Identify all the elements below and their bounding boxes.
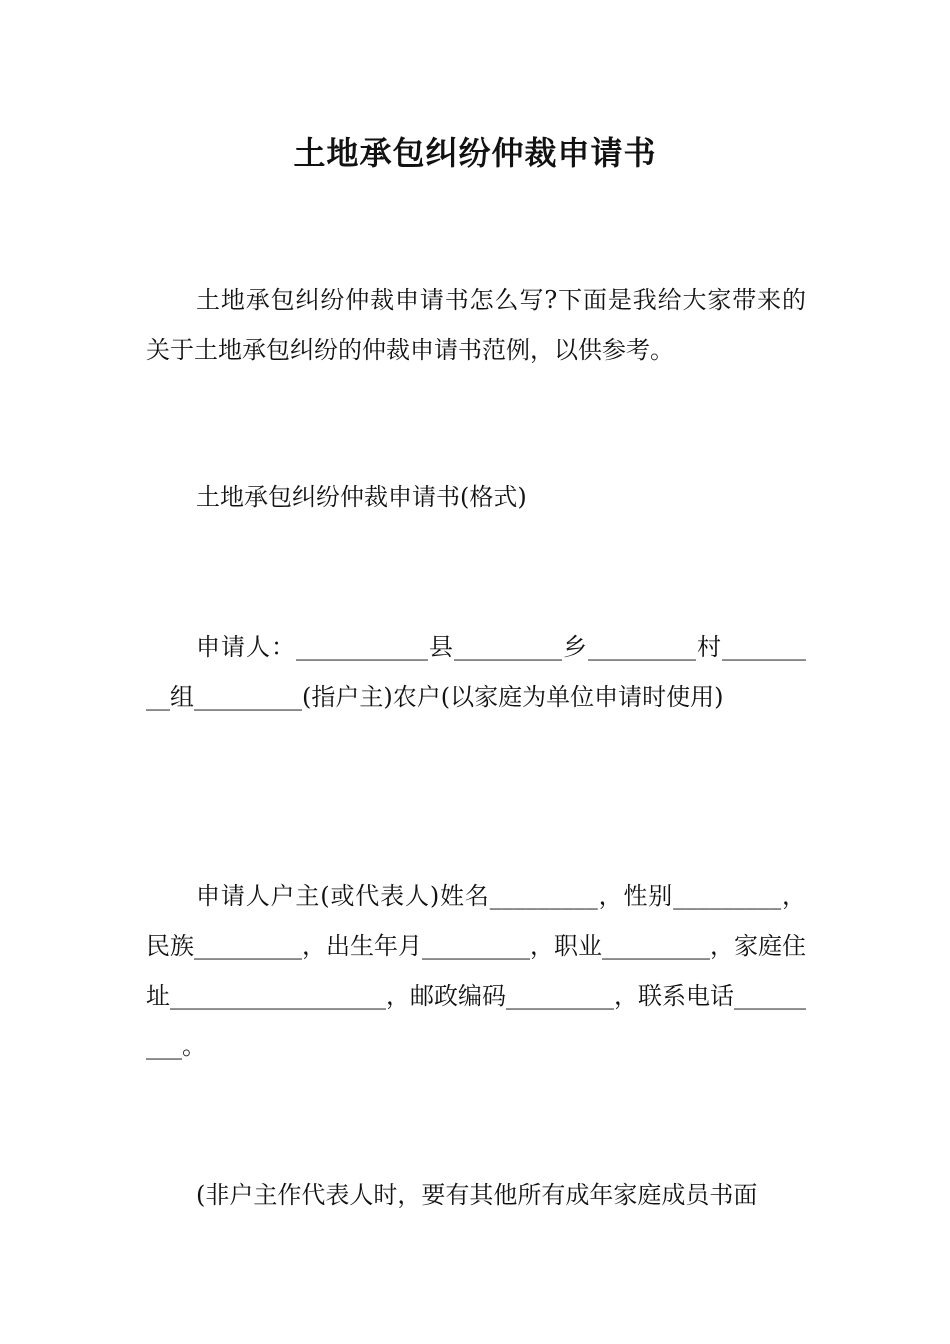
- format-heading: 土地承包纠纷仲裁申请书(格式): [196, 483, 527, 511]
- applicant-address-paragraph: 申请人：___________县_________乡_________村_________组_________(指户主)农户(以家庭为单位申请时使用): [146, 633, 806, 711]
- applicant-details-paragraph: 申请人户主(或代表人)姓名_________，性别_________，民族_________，出生年月_________，职业_________，家庭住址__________________，邮政编码_________，联系电话_________。: [146, 882, 806, 1060]
- document-title: 土地承包纠纷仲裁申请书: [293, 134, 657, 172]
- representative-note-paragraph: (非户主作代表人时，要有其他所有成年家庭成员书面: [196, 1181, 758, 1209]
- intro-paragraph: 土地承包纠纷仲裁申请书怎么写?下面是我给大家带来的关于土地承包纠纷的仲裁申请书范例，以供参考。: [146, 286, 806, 364]
